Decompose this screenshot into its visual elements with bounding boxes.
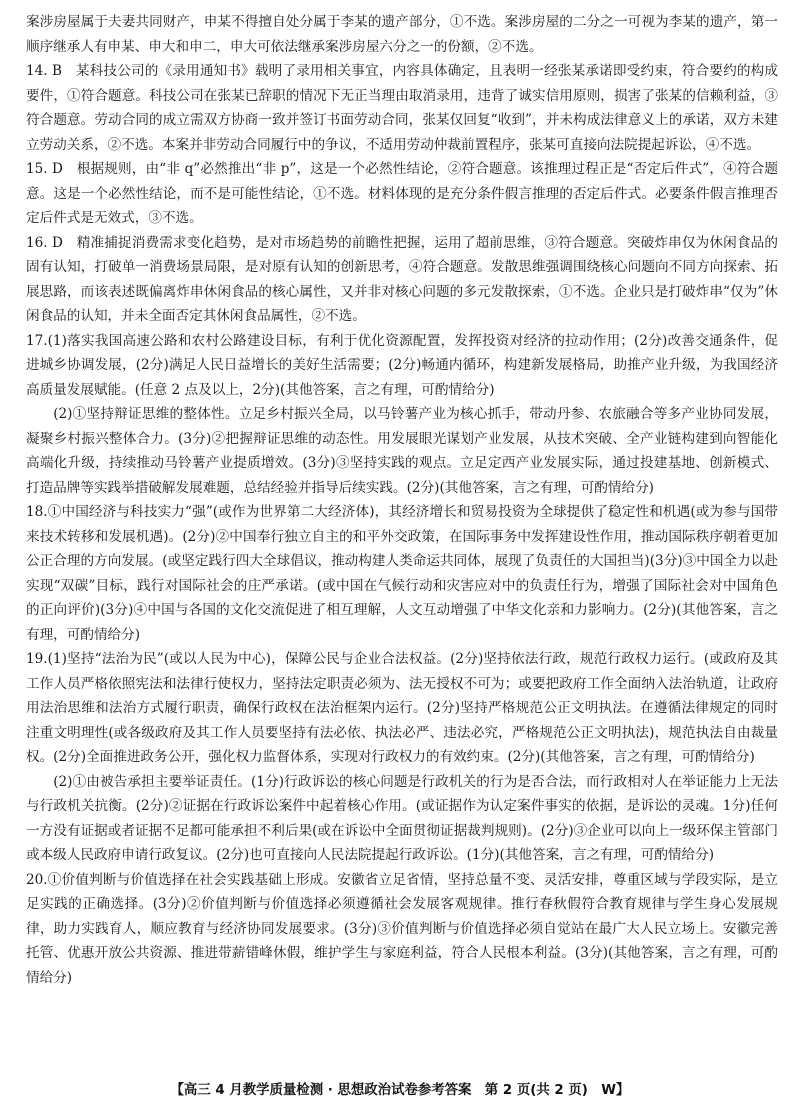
page-footer: 【高三 4 月教学质量检测 · 思想政治试卷参考答案 第 2 页(共 2 页) W】: [170, 1083, 630, 1098]
question-number: 15. D: [26, 161, 63, 177]
question-number: 14. B: [26, 63, 62, 79]
question-number: 17.: [26, 332, 48, 349]
question-number: 18.: [26, 504, 48, 520]
question-number: 16. D: [26, 234, 63, 251]
answer-item-16: 16. D 精准捕捉消费需求变化趋势，是对市场趋势的前瞻性把握，运用了超前思维，③符合题意。突破炸串仅为休闲食品的固有认知，打破单一消费场景局限，是对原有认知的创新思考，④符合题意。发散思维强调围绕核心问题向不同方向探索、拓展思路，而该表述既偏离炸串休闲食品的核心属性，又并非对核心问题的多元发散探索，①不选。企业只是打破炸串“仅为”休闲食品的认知，并未全面否定其休闲食品属性，②不选。: [26, 231, 778, 329]
answer-item-13-cont: 案涉房屋属于夫妻共同财产，申某不得擅自处分属于李某的遗产部分，①不选。案涉房屋的二分之一可视为李某的遗产，第一顺序继承人有申某、申大和申二，申大可依法继承案涉房屋六分之一的份额，②不选。: [26, 14, 778, 55]
answer-item-17-part1: 17.(1)落实我国高速公路和农村公路建设目标，有利于优化资源配置，发挥投资对经济的拉动作用；(2分)改善交通条件，促进城乡协调发展，(2分)满足人民日益增长的美好生活需要；(2分)畅通内循环，构建新发展格局，助推产业升级，为我国经济高质量发展赋能。(任意 2 点及以上，2分)(其他答案，言之有理，可酌情给分): [26, 329, 778, 403]
answer-item-14: 14. B 某科技公司的《录用通知书》载明了录用相关事宜，内容具体确定，且表明一经张某承诺即受约束，符合要约的构成要件，①符合题意。科技公司在张某已辞职的情况下无正当理由取消录用，违背了诚实信用原则，损害了张某的信赖利益，③符合题意。劳动合同的成立需双方协商一致并签订书面劳动合同，张某仅回复“收到”，并未构成法律意义上的承诺，双方未建立劳动关系，②不选。本案并非劳动合同履行中的争议，不适用劳动仲裁前置程序，张某可直接向法院提起诉讼，④不选。: [26, 59, 778, 157]
question-number: 19.: [26, 651, 48, 667]
answer-item-15: 15. D 根据规则，由“非 q”必然推出“非 p”，这是一个必然性结论，②符合题意。该推理过程正是“否定后件式”，④符合题意。这是一个必然性结论，而不是可能性结论，①不选。材料体现的是充分条件假言推理的否定后件式。必要条件假言推理否定后件式是无效式，③不选。: [26, 157, 778, 231]
answer-item-18: 18.①中国经济与科技实力“强”(或作为世界第二大经济体)，其经济增长和贸易投资为全球提供了稳定性和机遇(或为参与国带来技术转移和发展机遇)。(2分)②中国奉行独立自主的和平外交政策，在国际事务中发挥建设性作用，推动国际秩序朝着更加公正合理的方向发展。(或坚定践行四大全球倡议，推动构建人类命运共同体，展现了负责任的大国担当)(3分)③中国全力以赴实现“双碳”目标，践行对国际社会的庄严承诺。(或中国在气候行动和灾害应对中的负责任行为，增强了国际社会对中国角色的正向评价)(3分)④中国与各国的文化交流促进了相互理解，人文互动增强了中华文化亲和力影响力。(2分)(其他答案，言之有理，可酌情给分): [26, 500, 778, 647]
answer-item-19-part1: 19.(1)坚持“法治为民”(或以人民为中心)，保障公民与企业合法权益。(2分)坚持依法行政，规范行政权力运行。(或政府及其工作人员严格依照宪法和法律行使权力，坚持法定职责必须为、法无授权不可为；或要把政府工作全面纳入法治轨道，让政府用法治思维和法治方式履行职责，确保行政权在法治框架内运行。(2分)坚持严格规范公正文明执法。在遵循法律规定的同时注重文明理性(或各级政府及其工作人员要坚持有法必依、执法必严、违法必究，严格规范公正文明执法)，规范执法自由裁量权。(2分)全面推进政务公开，强化权力监督体系，实现对行政权力的有效约束。(2分)(其他答案，言之有理，可酌情给分): [26, 647, 778, 770]
question-number: 20.: [26, 871, 48, 888]
answer-item-20: 20.①价值判断与价值选择在社会实践基础上形成。安徽省立足省情，坚持总量不变、灵活安排，尊重区域与学段实际，是立足实践的正确选择。(3分)②价值判断与价值选择必须遵循社会发展客观规律。推行春秋假符合教育规律与学生身心发展规律，助力实践育人，顺应教育与经济协同发展要求。(3分)③价值判断与价值选择必须自觉站在最广大人民立场上。安徽完善托管、优惠开放公共资源、推进带薪错峰休假，维护学生与家庭利益，符合人民根本利益。(3分)(其他答案，言之有理，可酌情给分): [26, 868, 778, 991]
answer-item-19-part2: (2)①由被告承担主要举证责任。(1分)行政诉讼的核心问题是行政机关的行为是否合法，而行政相对人在举证能力上无法与行政机关抗衡。(2分)②证据在行政诉讼案件中起着核心作用。(或证据作为认定案件事实的依据，是诉讼的灵魂。1分)任何一方没有证据或者证据不足都可能承担不利后果(或在诉讼中全面贯彻证据裁判规则)。(2分)③企业可以向上一级环保主管部门或本级人民政府申请行政复议。(2分)也可直接向人民法院提起行政诉讼。(1分)(其他答案，言之有理，可酌情给分): [26, 773, 778, 863]
answer-key-body: [26, 10, 778, 990]
answer-item-17-part2: (2)①坚持辩证思维的整体性。立足乡村振兴全局，以马铃薯产业为核心抓手，带动丹参、农旅融合等多产业协同发展，凝聚乡村振兴整体合力。(3分)②把握辩证思维的动态性。用发展眼光谋划产业发展，从技术突破、全产业链构建到向智能化高端化升级，持续推动马铃薯产业提质增效。(3分)③坚持实践的观点。立足定西产业发展实际，通过投建基地、创新模式、打造品牌等实践举措破解发展难题，总结经验并指导后续实践。(2分)(其他答案，言之有理，可酌情给分): [26, 406, 778, 496]
